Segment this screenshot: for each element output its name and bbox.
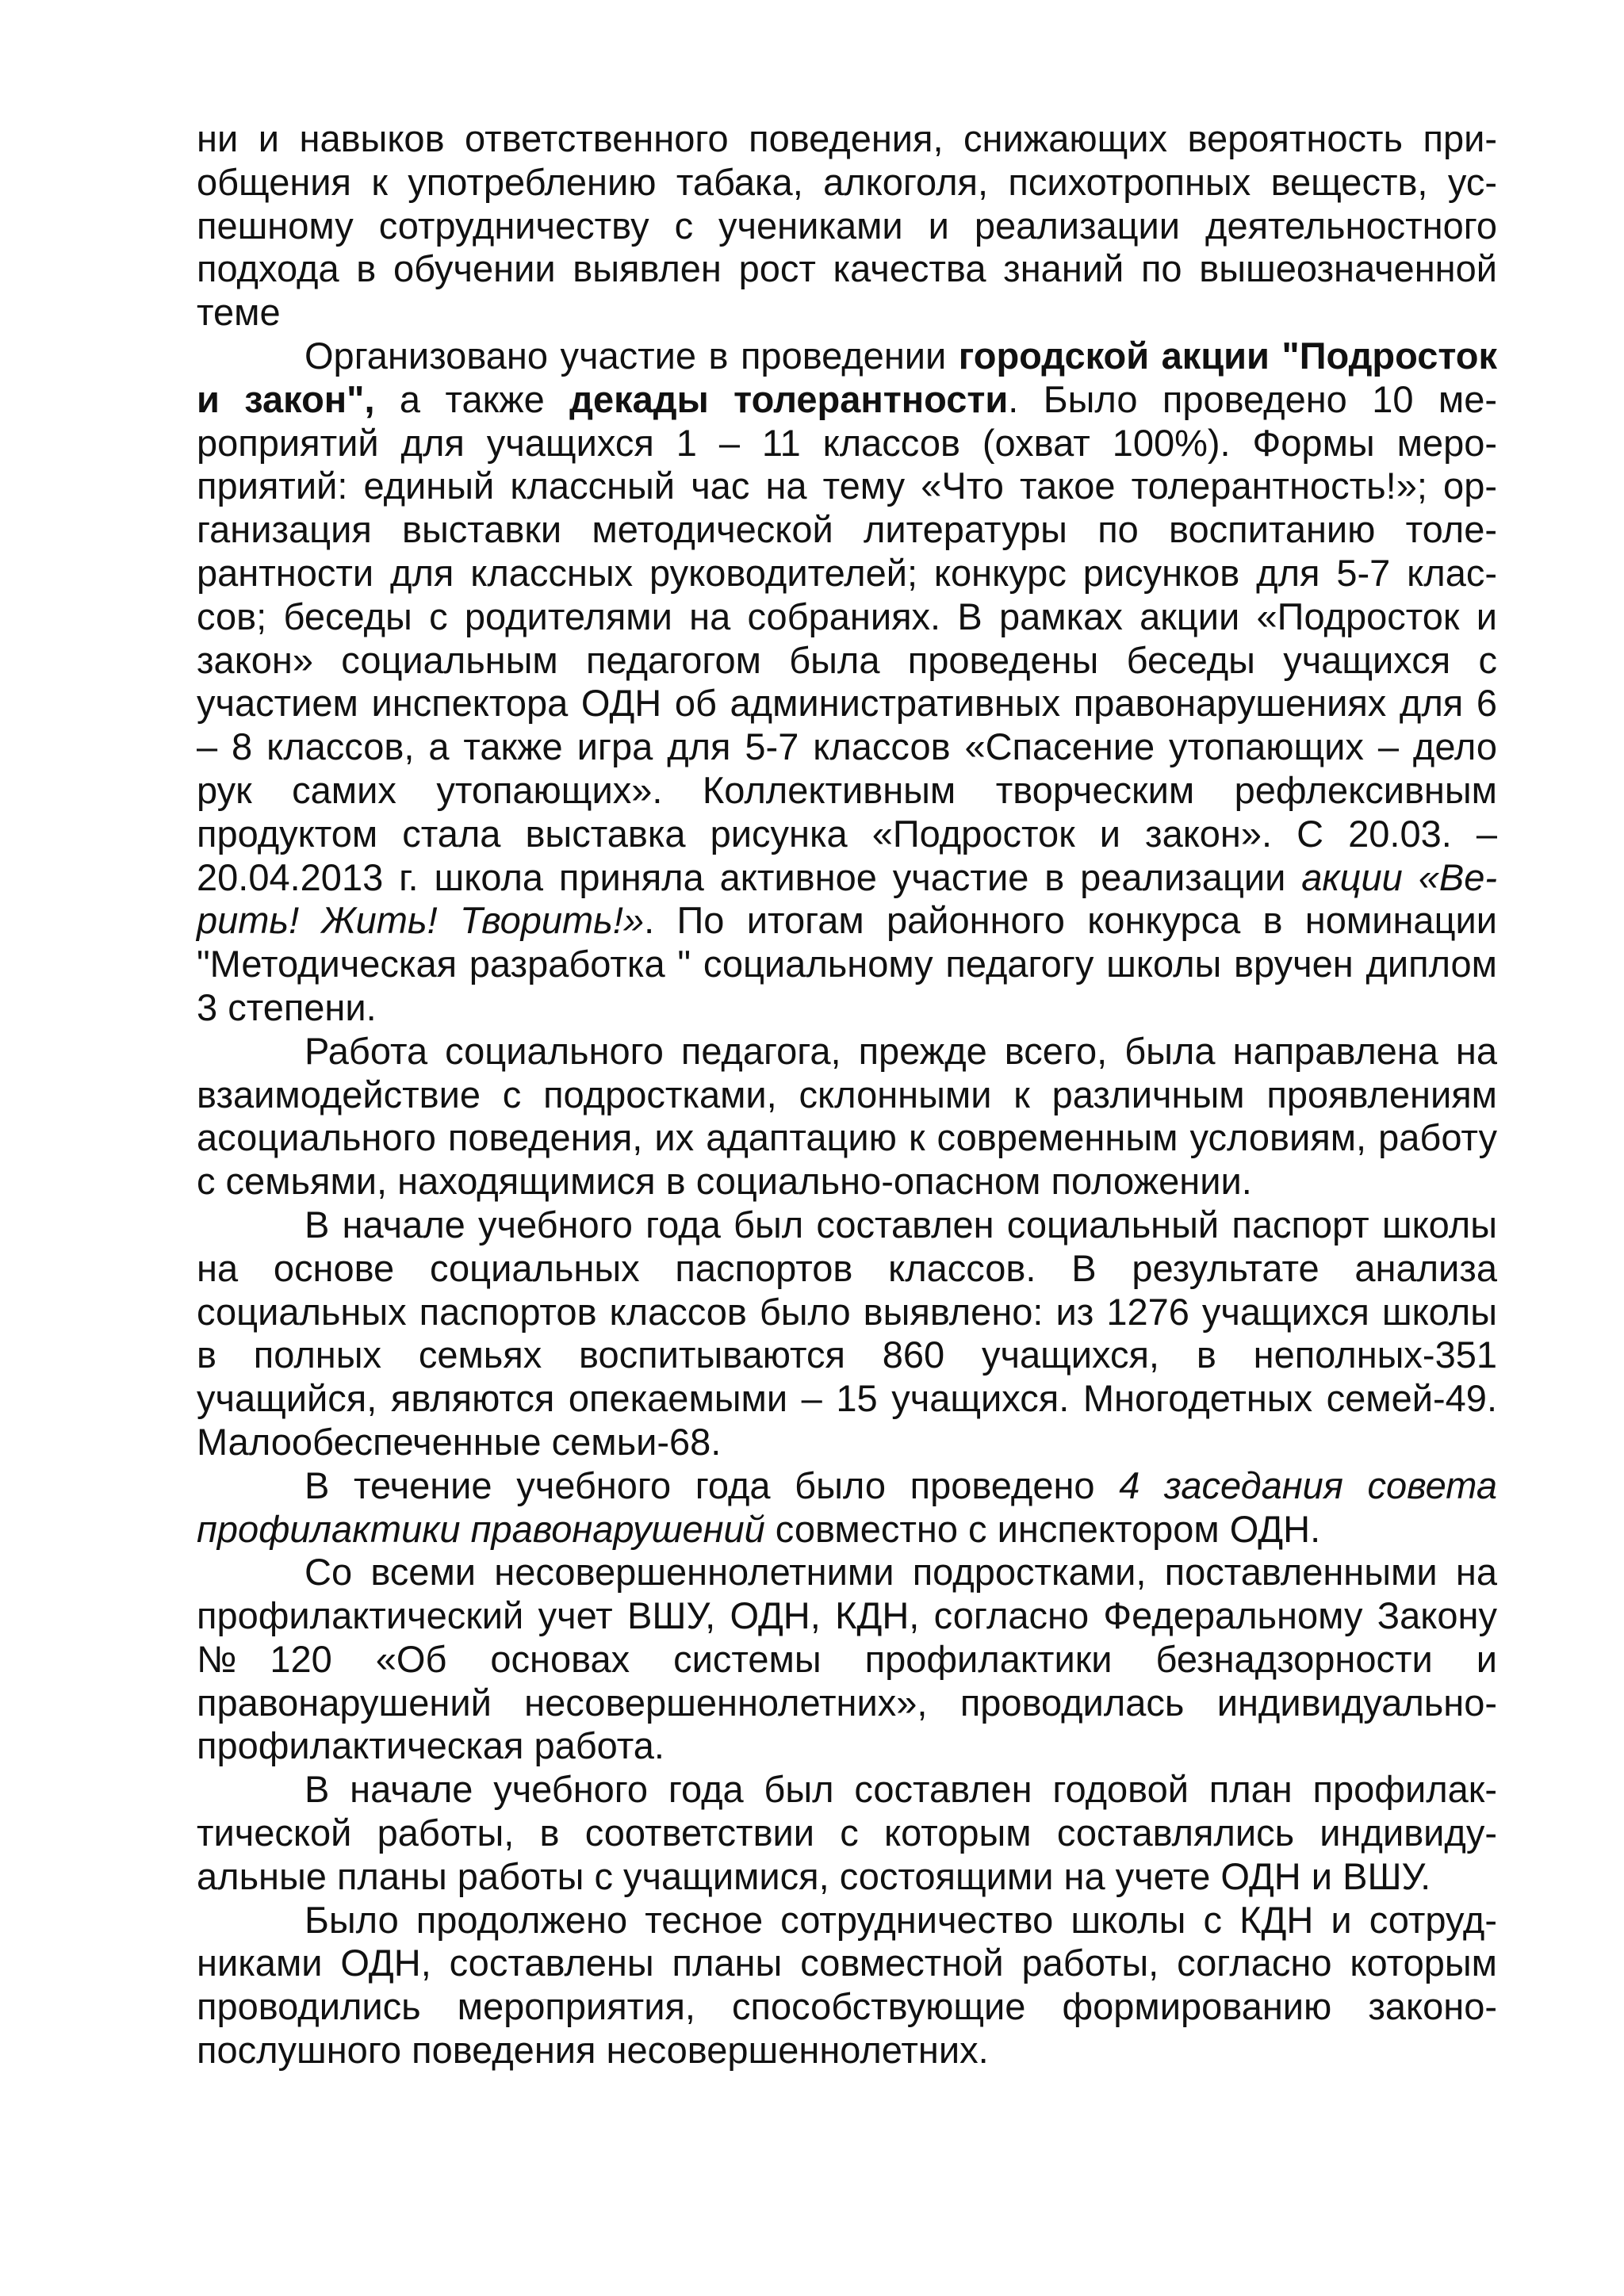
paragraph [197,1899,1497,2072]
text-run: В течение учебного года было проведено [304,1464,1120,1506]
text-run: . По итогам районного конкурса в номинации "Методическая разработка " социальному педагогу школы вручен диплом 3 степени. [197,899,1497,1028]
text-run: Со всеми несовершеннолетними подростками, поставленными на профилактический учет ВШУ, ОДН, КДН, согласно Федеральному Закону №120 «Об основах системы профилактики безнадзорности и правонарушений несовершеннолетних», проводилась индивидуально-профилактическая работа. [197,1551,1497,1767]
document-page [197,117,1497,2072]
paragraph [197,1464,1497,1552]
paragraph [197,1768,1497,1898]
text-run: Было продолжено тесное сотрудничество школы с КДН и сотрудниками ОДН, составлены планы совместной работы, согласно которым проводились мероприятия, способствующие формированию законопослушного поведения несовершеннолетних. [197,1898,1497,2072]
bold-text-run: декады толерантности [569,377,1009,420]
paragraph [197,117,1497,335]
paragraph [197,335,1497,1030]
italic-text-run: акции «Верить! Жить! Творить!» [197,855,1497,942]
text-run: Работа социального педагога, прежде всего, была направлена на взаимодействие с подростками, склонными к различным проявлениям асоциального поведения, их адаптацию к современным условиям, работу с семьями, находящимися в социально-опасном положении. [197,1029,1497,1203]
paragraph [197,1551,1497,1768]
text-run: Организовано участие в проведении [304,334,959,377]
paragraph [197,1030,1497,1203]
text-run: а также [374,377,570,420]
text-run: . Было проведено 10 мероприятий для учащихся 1 – 11 классов (охват 100%). Формы мероприятий: единый классный час на тему «Что такое толерантность!»; организация выставки методической литературы по воспитанию толерантности для классных руководителей; конкурс рисунков для 5-7 классов; беседы с родителями на собраниях. В рамках акции «Подросток и закон» социальным педагогом была проведены беседы учащихся с участием инспектора ОДН об административных правонарушениях для 6 – 8 классов, а также игра для 5-7 классов «Спасение утопающих – дело рук самих утопающих». Коллективным творческим рефлексивным продуктом стала выставка рисунка «Подросток и закон». С 20.03. – 20.04.2013 г. школа приняла активное участие в реализации [197,377,1498,898]
text-run: ни и навыков ответственного поведения, снижающих вероятность приобщения к употреблению табака, алкоголя, психотропных веществ, успешному сотрудничеству с учениками и реализации деятельностного подхода в обучении выявлен рост качества знаний по вышеозначенной теме [197,117,1497,334]
italic-text-run: 4 заседания совета профилактики правонарушений [197,1464,1497,1550]
bold-text-run: городской акции "Подросток и закон", [197,334,1497,420]
paragraph [197,1203,1497,1464]
text-run: совместно с инспектором ОДН. [764,1507,1321,1550]
text-run: В начале учебного года был составлен годовой план профилактической работы, в соответствии с которым составлялись индивидуальные планы работы с учащимися, состоящими на учете ОДН и ВШУ. [197,1768,1497,1897]
text-run: В начале учебного года был составлен социальный паспорт школы на основе социальных паспортов классов. В результате анализа социальных паспортов классов было выявлено: из 1276 учащихся школы в полных семьях воспитываются 860 учащихся, в неполных-351 учащийся, являются опекаемыми – 15 учащихся. Многодетных семей-49. Малообеспеченные семьи-68. [197,1203,1497,1463]
